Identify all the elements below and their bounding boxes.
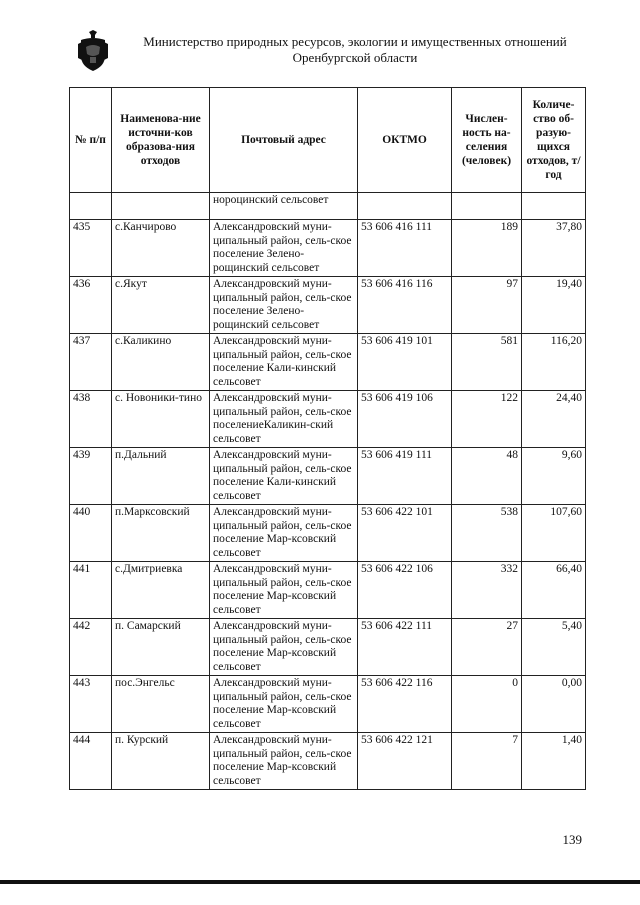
cell-oktmo: 53 606 416 111 (358, 220, 452, 277)
cell-postal-address: Александровский муни-ципальный район, сель-ское поселение Мар-ксовский сельсовет (210, 619, 358, 676)
table-row (70, 733, 586, 790)
cell-source-name: с.Канчирово (112, 220, 210, 277)
cell-postal-address: Александровский муни-ципальный район, сель-ское поселение Мар-ксовский сельсовет (210, 562, 358, 619)
table-row (70, 220, 586, 277)
coat-of-arms-icon (78, 30, 108, 72)
cell-waste-amount: 116,20 (522, 334, 586, 391)
cell-waste-amount: 19,40 (522, 277, 586, 334)
cell-source-name: с. Новоники-тино (112, 391, 210, 448)
cell-empty (522, 193, 586, 220)
cell-source-name: пос.Энгельс (112, 676, 210, 733)
table-row (70, 676, 586, 733)
col-header-oktmo: ОКТМО (358, 88, 452, 193)
cell-population: 581 (452, 334, 522, 391)
cell-postal-address: Александровский муни-ципальный район, сель-ское поселение Зелено-рощинский сельсовет (210, 220, 358, 277)
cell-waste-amount: 107,60 (522, 505, 586, 562)
cell-population: 48 (452, 448, 522, 505)
cell-empty (112, 193, 210, 220)
cell-population: 7 (452, 733, 522, 790)
cell-postal-address: Александровский муни-ципальный район, сель-ское поселение Кали-кинский сельсовет (210, 334, 358, 391)
bottom-rule (0, 880, 640, 884)
col-header-waste-amount: Количе-ство об-разую-щихся отходов, т/год (522, 88, 586, 193)
cell-source-name: с.Якут (112, 277, 210, 334)
cell-waste-amount: 1,40 (522, 733, 586, 790)
region-name: Оренбургской области (292, 50, 418, 65)
cell-postal-address: Александровский муни-ципальный район, сель-ское поселение Мар-ксовский сельсовет (210, 733, 358, 790)
cell-source-name: п. Самарский (112, 619, 210, 676)
col-header-source-name: Наименова-ние источни-ков образова-ния отходов (112, 88, 210, 193)
cell-oktmo: 53 606 422 106 (358, 562, 452, 619)
cell-population: 189 (452, 220, 522, 277)
cell-population: 122 (452, 391, 522, 448)
cell-source-name: п. Курский (112, 733, 210, 790)
col-header-number: № п/п (70, 88, 112, 193)
continuation-address: нороцинский сельсовет (210, 193, 358, 220)
cell-waste-amount: 37,80 (522, 220, 586, 277)
cell-waste-amount: 5,40 (522, 619, 586, 676)
cell-postal-address: Александровский муни-ципальный район, сель-ское поселение Мар-ксовский сельсовет (210, 505, 358, 562)
cell-number: 442 (70, 619, 112, 676)
table-row (70, 391, 586, 448)
cell-number: 436 (70, 277, 112, 334)
page-number: 139 (562, 832, 582, 847)
cell-source-name: п.Марксовский (112, 505, 210, 562)
cell-waste-amount: 24,40 (522, 391, 586, 448)
cell-source-name: с.Дмитриевка (112, 562, 210, 619)
table-row (70, 334, 586, 391)
cell-number: 444 (70, 733, 112, 790)
cell-source-name: п.Дальний (112, 448, 210, 505)
col-header-postal-address: Почтовый адрес (210, 88, 358, 193)
cell-number: 443 (70, 676, 112, 733)
cell-number: 438 (70, 391, 112, 448)
cell-postal-address: Александровский муни-ципальный район, сель-ское поселение Кали-кинский сельсовет (210, 448, 358, 505)
cell-postal-address: Александровский муни-ципальный район, сель-ское поселение Зелено-рощинский сельсовет (210, 277, 358, 334)
cell-oktmo: 53 606 422 101 (358, 505, 452, 562)
cell-number: 439 (70, 448, 112, 505)
table-row (70, 505, 586, 562)
cell-number: 435 (70, 220, 112, 277)
cell-population: 0 (452, 676, 522, 733)
cell-postal-address: Александровский муни-ципальный район, сель-ское поселение Мар-ксовский сельсовет (210, 676, 358, 733)
cell-postal-address: Александровский муни-ципальный район, сель-ское поселениеКаликин-ский сельсовет (210, 391, 358, 448)
cell-population: 332 (452, 562, 522, 619)
col-header-population: Числен-ность на-селения (человек) (452, 88, 522, 193)
cell-oktmo: 53 606 416 116 (358, 277, 452, 334)
table-header-row (70, 88, 586, 193)
cell-number: 440 (70, 505, 112, 562)
cell-empty (70, 193, 112, 220)
cell-population: 27 (452, 619, 522, 676)
cell-oktmo: 53 606 422 121 (358, 733, 452, 790)
ministry-header (120, 34, 590, 66)
cell-source-name: с.Каликино (112, 334, 210, 391)
cell-oktmo: 53 606 419 111 (358, 448, 452, 505)
cell-number: 437 (70, 334, 112, 391)
waste-sources-table (69, 87, 586, 790)
cell-number: 441 (70, 562, 112, 619)
cell-oktmo: 53 606 419 101 (358, 334, 452, 391)
ministry-name: Министерство природных ресурсов, экологии и имущественных отношений (143, 34, 567, 49)
cell-oktmo: 53 606 422 116 (358, 676, 452, 733)
table-row (70, 277, 586, 334)
cell-waste-amount: 66,40 (522, 562, 586, 619)
cell-oktmo: 53 606 422 111 (358, 619, 452, 676)
table-row (70, 562, 586, 619)
table-row (70, 448, 586, 505)
cell-population: 538 (452, 505, 522, 562)
cell-waste-amount: 0,00 (522, 676, 586, 733)
cell-waste-amount: 9,60 (522, 448, 586, 505)
continuation-row (70, 193, 586, 220)
cell-oktmo: 53 606 419 106 (358, 391, 452, 448)
table-row (70, 619, 586, 676)
cell-empty (358, 193, 452, 220)
cell-empty (452, 193, 522, 220)
cell-population: 97 (452, 277, 522, 334)
